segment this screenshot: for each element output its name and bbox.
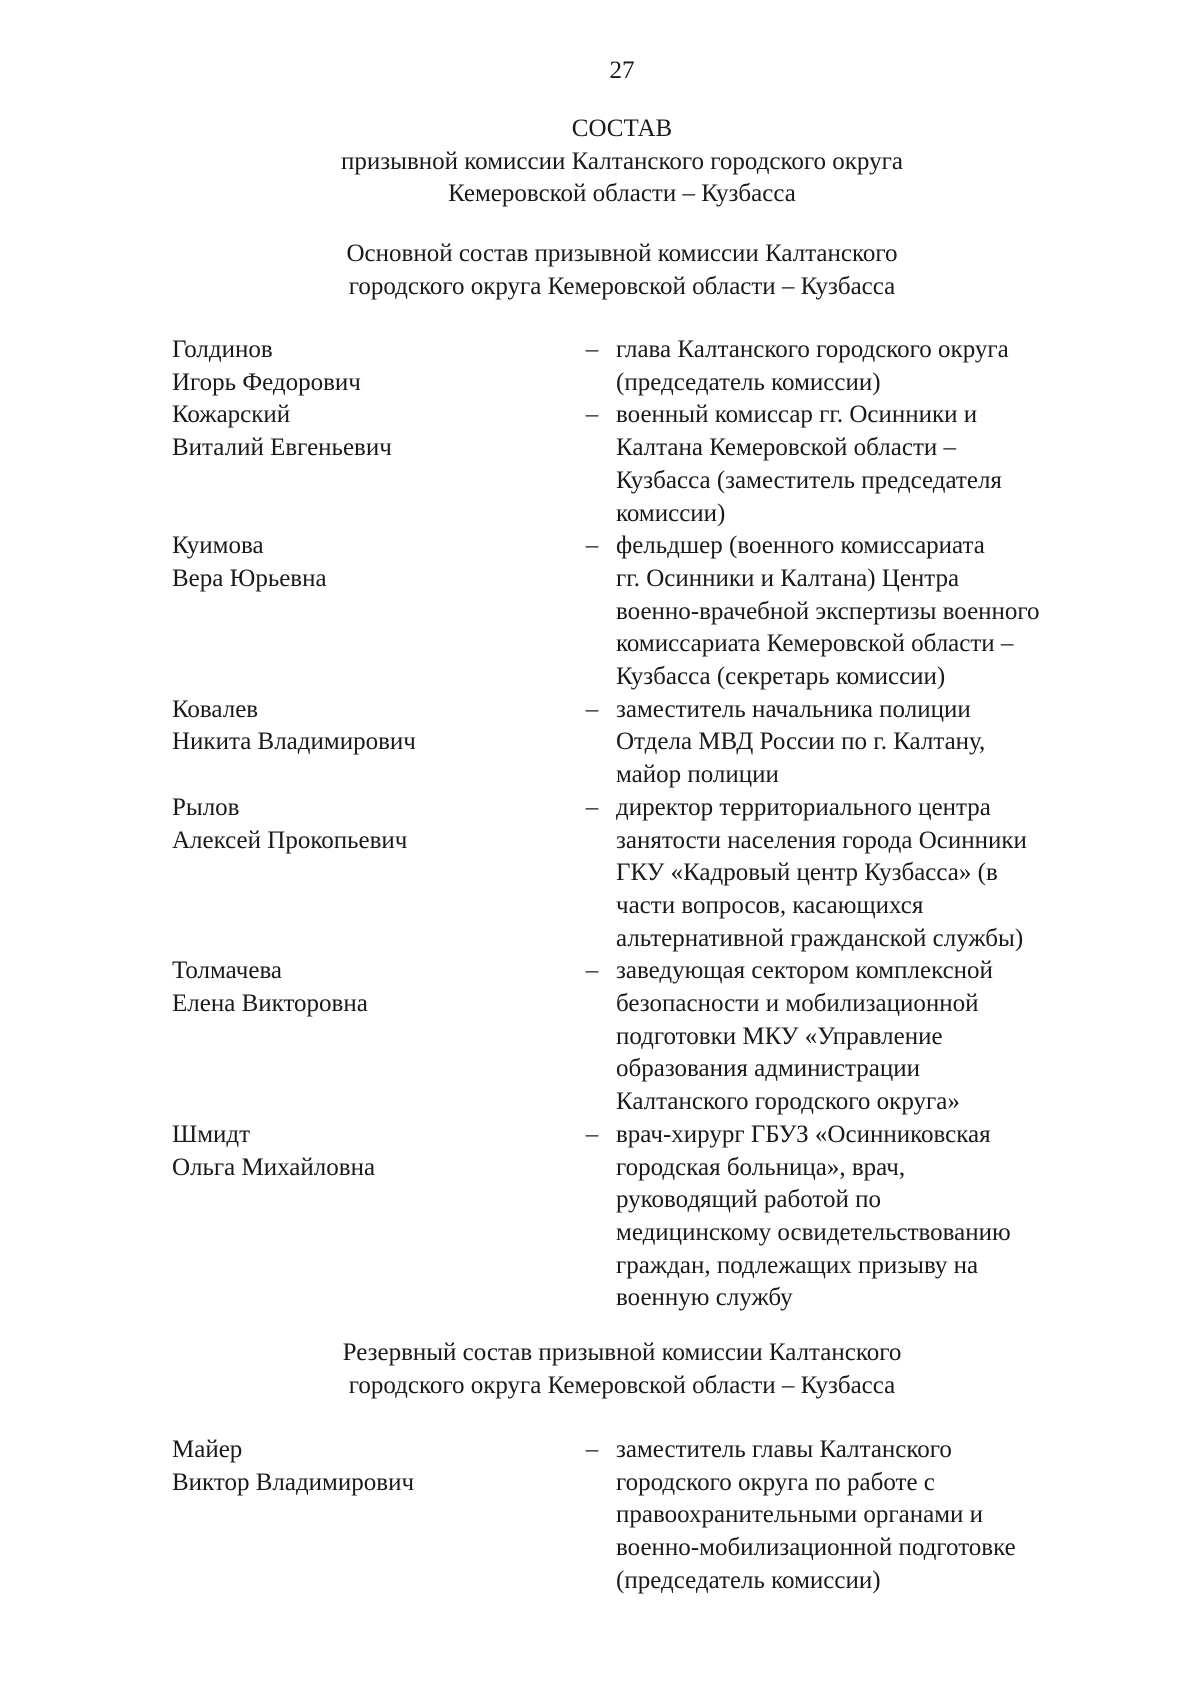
member-name <box>172 1434 572 1499</box>
member-dash: – <box>585 1120 599 1148</box>
member-role-line: комиссариата Кемеровской области – <box>616 630 1014 658</box>
heading-line: городского округа Кемеровской области – Кузбасса <box>348 1371 896 1399</box>
member-name <box>172 955 572 1020</box>
member-entry <box>172 1119 1122 1315</box>
member-role-line: ГКУ «Кадровый центр Кузбасса» (в <box>616 859 998 887</box>
member-entry <box>172 1434 1122 1598</box>
member-role <box>616 955 1126 1119</box>
member-role-line: образования администрации <box>616 1055 920 1083</box>
main-section-heading <box>0 238 1200 303</box>
member-given-names: Елена Викторовна <box>172 990 368 1018</box>
member-role <box>616 399 1126 530</box>
member-role-line: (председатель комиссии) <box>616 368 881 396</box>
member-surname: Кожарский <box>172 401 291 429</box>
member-dash: – <box>585 695 599 723</box>
member-role <box>616 792 1126 956</box>
member-given-names: Ольга Михайловна <box>172 1153 376 1181</box>
member-given-names: Вера Юрьевна <box>172 564 327 592</box>
reserve-section-heading <box>0 1337 1200 1402</box>
title-line: Кемеровской области – Кузбасса <box>448 180 796 208</box>
member-entry <box>172 399 1122 530</box>
title-line: СОСТАВ <box>571 115 673 142</box>
member-role-line: заведующая сектором комплексной <box>616 957 993 985</box>
member-name <box>172 530 572 595</box>
member-name <box>172 792 572 857</box>
member-role-line: занятости населения города Осинники <box>616 826 1027 854</box>
title-line: призывной комиссии Калтанского городского округа <box>341 147 903 175</box>
member-entry <box>172 955 1122 1119</box>
member-role <box>616 694 1126 792</box>
member-role-line: городского округа по работе с <box>616 1468 935 1496</box>
member-dash: – <box>585 336 599 363</box>
member-surname: Майер <box>172 1436 243 1463</box>
member-entry <box>172 792 1122 956</box>
member-role-line: Кузбасса (секретарь комиссии) <box>616 663 946 691</box>
member-entry <box>172 334 1122 399</box>
member-given-names: Виктор Владимирович <box>172 1468 415 1496</box>
member-role-line: директор территориального центра <box>616 793 991 821</box>
member-name <box>172 334 572 399</box>
member-role-line: правоохранительными органами и <box>616 1501 984 1529</box>
heading-line: Резервный состав призывной комиссии Калтанского <box>342 1339 902 1366</box>
member-role-line: части вопросов, касающихся <box>616 891 924 919</box>
member-dash: – <box>585 1436 599 1463</box>
member-role-line: Кузбасса (заместитель председателя <box>616 466 1002 494</box>
member-role-line: Калтанского городского округа» <box>616 1088 960 1116</box>
member-role-line: гг. Осинники и Калтана) Центра <box>616 564 960 592</box>
member-role-line: Калтана Кемеровской области – <box>616 434 957 462</box>
member-role-line: военно-мобилизационной подготовке <box>616 1534 1016 1562</box>
member-surname: Куимова <box>172 532 264 560</box>
member-dash: – <box>585 401 599 429</box>
member-role-line: безопасности и мобилизационной <box>616 990 979 1018</box>
member-role-line: глава Калтанского городского округа <box>616 336 1009 363</box>
member-given-names: Виталий Евгеньевич <box>172 434 392 462</box>
member-role-line: руководящий работой по <box>616 1186 882 1214</box>
member-entry <box>172 530 1122 694</box>
member-role-line: фельдшер (военного комиссариата <box>616 532 985 560</box>
heading-line: городского округа Кемеровской области – Кузбасса <box>348 272 896 300</box>
member-role <box>616 1434 1126 1598</box>
member-role-line: городская больница», врач, <box>616 1153 906 1181</box>
reserve-member-list <box>172 1434 1122 1598</box>
member-name <box>172 399 572 464</box>
member-role-line: альтернативной гражданской службы) <box>616 924 1024 952</box>
member-role-line: военную службу <box>616 1284 793 1312</box>
member-role-line: (председатель комиссии) <box>616 1566 881 1594</box>
member-surname: Шмидт <box>172 1120 251 1148</box>
member-dash: – <box>585 793 599 821</box>
main-member-list <box>172 334 1122 1315</box>
member-role-line: военно-врачебной экспертизы военного <box>616 597 1040 625</box>
member-name <box>172 1119 572 1184</box>
member-surname: Рылов <box>172 793 240 821</box>
member-role-line: заместитель начальника полиции <box>616 695 971 723</box>
member-role <box>616 530 1126 694</box>
member-role-line: подготовки МКУ «Управление <box>616 1022 943 1050</box>
member-surname: Толмачева <box>172 957 283 985</box>
member-role-line: граждан, подлежащих призыву на <box>616 1251 979 1279</box>
member-dash: – <box>585 957 599 985</box>
member-role-line: врач-хирург ГБУЗ «Осинниковская <box>616 1120 991 1148</box>
member-role-line: Отдела МВД России по г. Калтану, <box>616 728 986 756</box>
member-surname: Голдинов <box>172 336 273 363</box>
member-role-line: заместитель главы Калтанского <box>616 1436 952 1463</box>
member-surname: Ковалев <box>172 695 259 723</box>
member-role-line: комиссии) <box>616 499 726 527</box>
member-given-names: Алексей Прокопьевич <box>172 826 408 854</box>
document-title <box>0 113 1200 211</box>
member-given-names: Игорь Федорович <box>172 368 361 396</box>
member-name <box>172 694 572 759</box>
member-entry <box>172 694 1122 792</box>
member-role-line: майор полиции <box>616 761 779 789</box>
member-role <box>616 334 1126 399</box>
page-number: 27 <box>609 57 635 84</box>
member-role-line: военный комиссар гг. Осинники и <box>616 401 978 429</box>
member-dash: – <box>585 532 599 560</box>
heading-line: Основной состав призывной комиссии Калтанского <box>346 240 898 267</box>
member-given-names: Никита Владимирович <box>172 728 416 756</box>
member-role-line: медицинскому освидетельствованию <box>616 1218 1011 1246</box>
member-role <box>616 1119 1126 1315</box>
